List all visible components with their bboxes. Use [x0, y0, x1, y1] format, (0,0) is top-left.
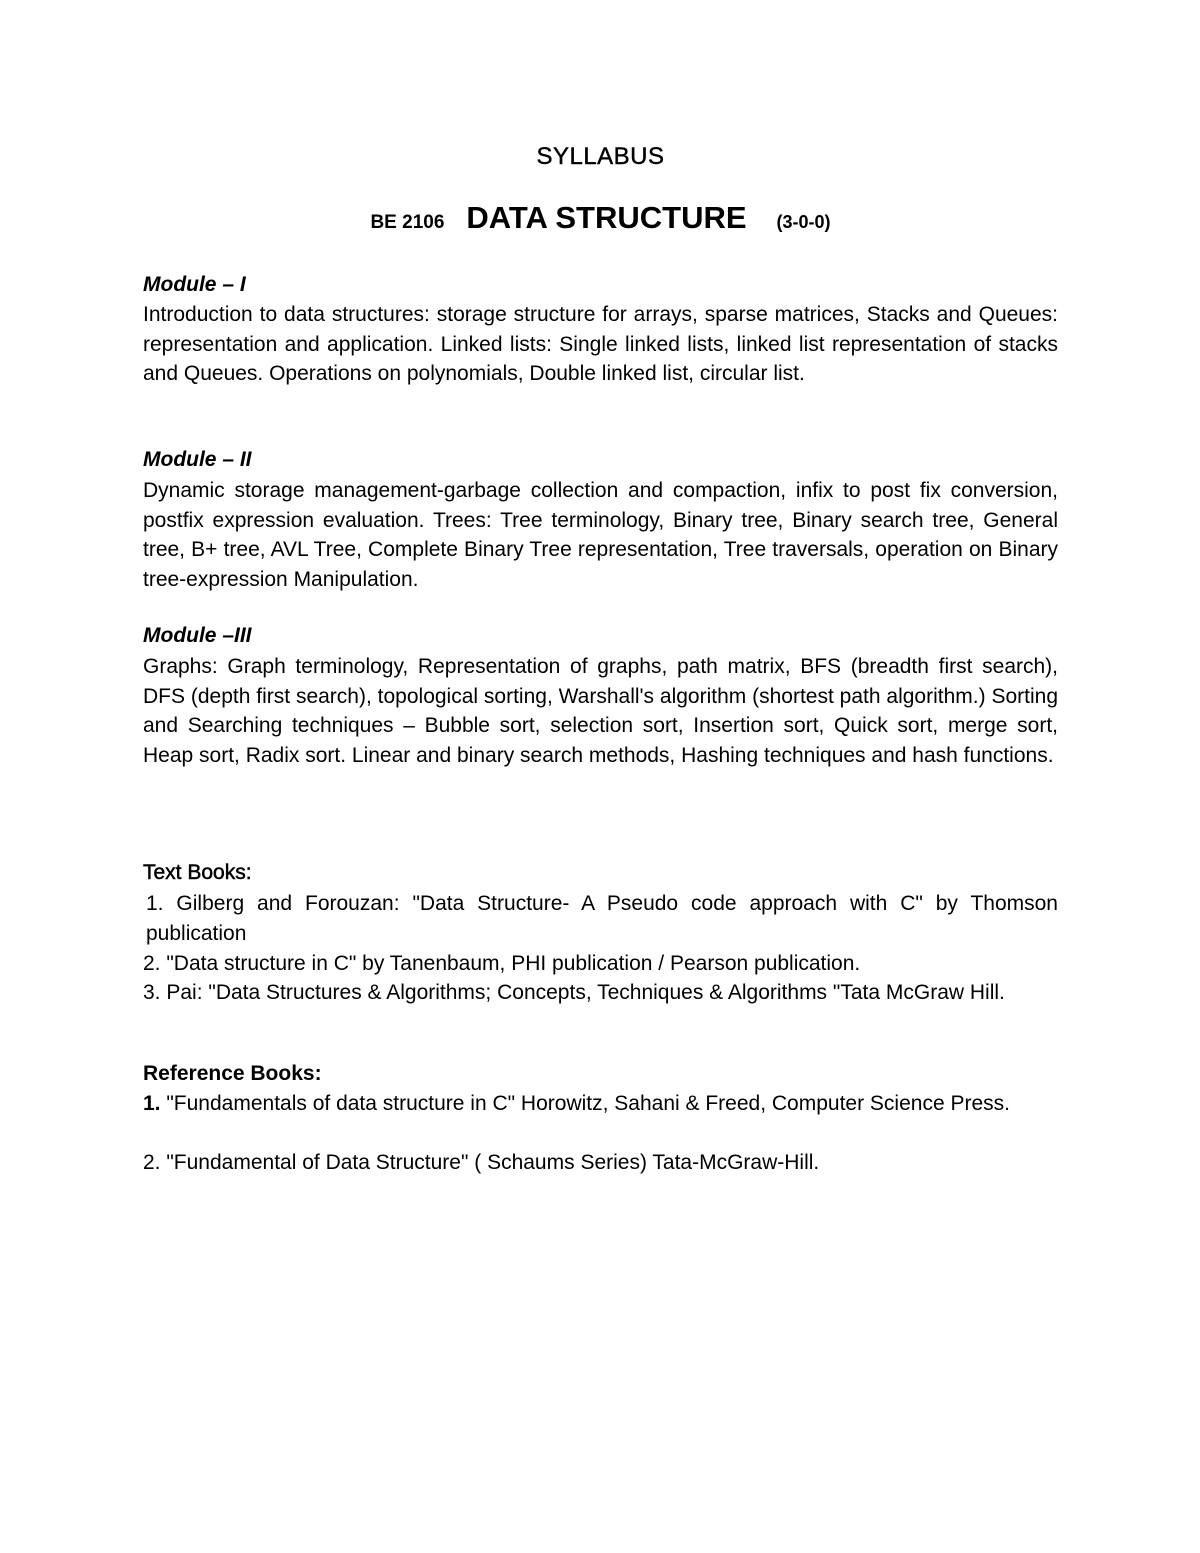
- reference-book-text: "Fundamentals of data structure in C" Horowitz, Sahani & Freed, Computer Science Press.: [160, 1092, 1010, 1115]
- module-1-content: Introduction to data structures: storage structure for arrays, sparse matrices, Stacks and Queues: representation and application. Linked lists: Single linked lists, linked list representation of stacks and Queues. Operations on polynomials, Double linked list, circular list.: [143, 303, 1058, 386]
- module-3-heading: Module –III: [143, 624, 252, 647]
- course-code: BE 2106: [370, 212, 445, 233]
- text-book-item: 2. "Data structure in C" by Tanenbaum, PHI publication / Pearson publication.: [143, 952, 861, 975]
- module-3-content: Graphs: Graph terminology, Representation of graphs, path matrix, BFS (breadth first search), DFS (depth first search), topological sorting, Warshall's algorithm (shortest path algorithm.) Sorting and Searching techniques – Bubble sort, selection sort, Insertion sort, Quick sort, merge sort, Heap sort, Radix sort. Linear and binary search methods, Hashing techniques and hash functions.: [143, 655, 1058, 767]
- reference-book-number: 1.: [143, 1092, 161, 1115]
- reference-book-number: 2.: [143, 1151, 161, 1174]
- text-books-heading: Text Books:: [143, 861, 252, 884]
- module-1-heading: Module – I: [143, 273, 246, 296]
- reference-books-heading: Reference Books:: [143, 1062, 322, 1085]
- reference-book-item: [143, 1148, 1058, 1178]
- reference-book-text: "Fundamental of Data Structure" ( Schaums Series) Tata-McGraw-Hill.: [160, 1151, 820, 1174]
- module-2-heading: Module – II: [143, 448, 252, 471]
- course-credits: (3-0-0): [776, 212, 831, 232]
- text-book-item: 1. Gilberg and Forouzan: "Data Structure- A Pseudo code approach with C" by Thomson publication: [146, 892, 1058, 945]
- reference-book-item: [143, 1089, 1058, 1119]
- page-title: SYLLABUS: [536, 143, 665, 170]
- module-2-content: Dynamic storage management-garbage collection and compaction, infix to post fix conversion, postfix expression evaluation. Trees: Tree terminology, Binary tree, Binary search tree, General tree, B+ tree, AVL Tree, Complete Binary Tree representation, Tree traversals, operation on Binary tree-expression Manipulation.: [143, 479, 1058, 591]
- text-book-item: 3. Pai: "Data Structures & Algorithms; Concepts, Techniques & Algorithms "Tata McGraw Hill.: [143, 981, 1005, 1004]
- course-name: DATA STRUCTURE: [466, 200, 747, 235]
- course-header: [143, 200, 1058, 236]
